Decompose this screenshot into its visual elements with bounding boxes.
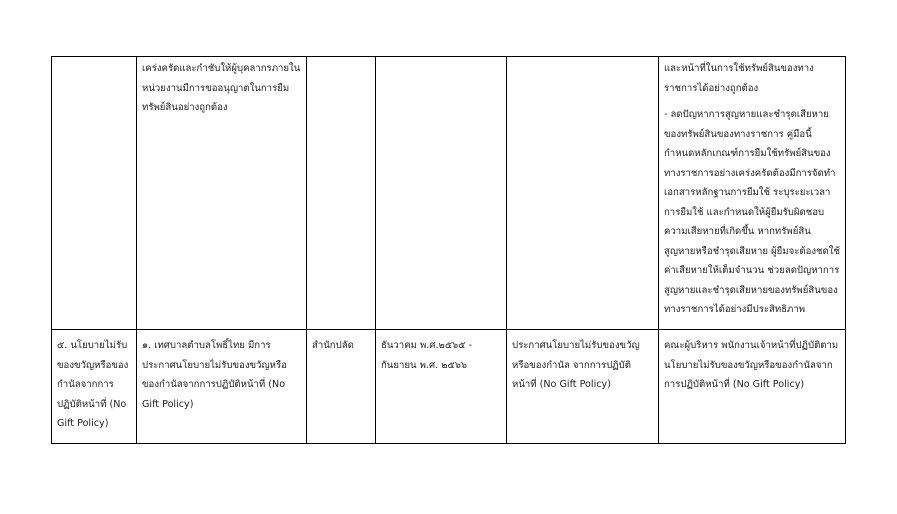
plan-table: [51, 56, 846, 444]
cell-responsible: [307, 330, 376, 444]
cell-activity: [137, 57, 307, 330]
cell-outcome: [659, 57, 846, 330]
table-row: [52, 57, 846, 330]
cell-text: เคร่งครัดและกำชับให้ผู้บุคลากรภายในหน่วยงานมีการขออนุญาตในการยืมทรัพย์สินอย่างถูกต้อง: [142, 63, 301, 113]
cell-text: - ลดปัญหาการสูญหายและชำรุดเสียหายของทรัพย์สินของทางราชการ คู่มือนี้กำหนดหลักเกณฑ์การยืมใช้ทรัพย์สินของทางราชการอย่างเคร่งครัดต้องมีการจัดทำเอกสารหลักฐานการยืมใช้ ระบุระยะเวลาการยืมใช้ และกำหนดให้ผู้ยืมรับผิดชอบความเสียหายที่เกิดขึ้น หากทรัพย์สินสูญหายหรือชำรุดเสียหาย ผู้ยืมจะต้องชดใช้ค่าเสียหายให้เต็มจำนวน ช่วยลดปัญหาการสูญหายและชำรุดเสียหายของทรัพย์สินของทางราชการได้อย่างมีประสิทธิภาพ: [664, 109, 840, 315]
cell-text: และหน้าที่ในการใช้ทรัพย์สินของทางราชการได้อย่างถูกต้อง: [664, 63, 814, 94]
cell-topic: [52, 330, 137, 444]
table-row: [52, 330, 846, 444]
cell-topic: [52, 57, 137, 330]
cell-period: [376, 330, 507, 444]
cell-text: สำนักปลัด: [312, 340, 354, 351]
cell-activity: [137, 330, 307, 444]
cell-text: ๕. นโยบายไม่รับของขวัญหรือของกำนัลจากการปฏิบัติหน้าที่ (No Gift Policy): [57, 340, 129, 429]
cell-responsible: [307, 57, 376, 330]
cell-outcome: [659, 330, 846, 444]
cell-text: ๑. เทศบาลตำบลโพธิ์ไทย มีการประกาศนโยบายไม่รับของขวัญหรือของกำนัลจากการปฏิบัติหน้าที่ (No Gift Policy): [142, 340, 287, 410]
cell-output: [507, 330, 659, 444]
cell-text: คณะผู้บริหาร พนักงานเจ้าหน้าที่ปฏิบัติตามนโยบายไม่รับของขวัญหรือของกำนัลจากการปฏิบัติหน้าที่ (No Gift Policy): [664, 340, 839, 390]
cell-output: [507, 57, 659, 330]
cell-text: ธันวาคม พ.ศ.๒๕๖๕ - กันยายน พ.ศ. ๒๕๖๖: [381, 340, 472, 371]
cell-text: ประกาศนโยบายไม่รับของขวัญหรือของกำนัล จากการปฏิบัติหน้าที่ (No Gift Policy): [512, 340, 640, 390]
cell-period: [376, 57, 507, 330]
